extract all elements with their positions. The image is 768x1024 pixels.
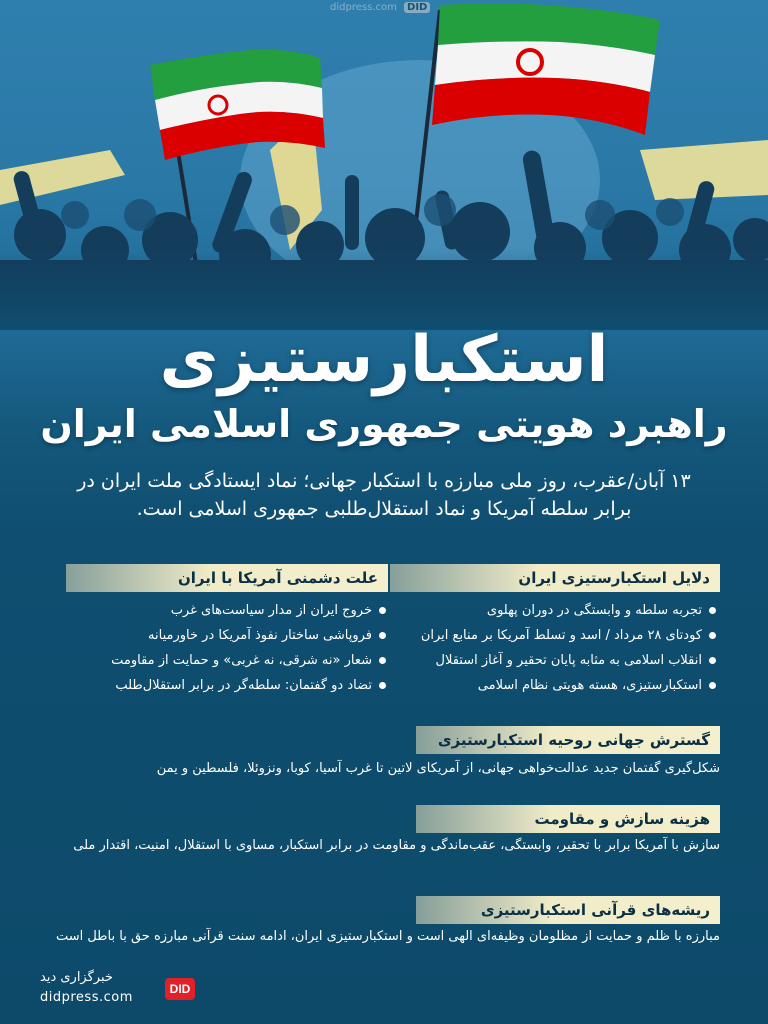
global-heading: گسترش جهانی روحیه استکبارستیزی [416,726,720,754]
hostility-heading: علت دشمنی آمریکا با ایران [66,564,388,592]
cost-heading: هزینه سازش و مقاومت [416,805,720,833]
list-item: شعار «نه شرقی، نه غربی» و حمایت از مقاومت [90,648,388,673]
list-item: خروج ایران از مدار سیاست‌های غرب [90,598,388,623]
list-item: انقلاب اسلامی به مثابه پایان تحقیر و آغاز استقلال [420,648,718,673]
list-item: کودتای ۲۸ مرداد / اسد و تسلط آمریکا بر منابع ایران [420,623,718,648]
quran-heading: ریشه‌های قرآنی استکبارستیزی [416,896,720,924]
brand-url: didpress.com [40,990,133,1005]
watermark-text: didpress.com [330,2,397,13]
watermark [330,2,430,13]
list-item: استکبارستیزی، هسته هویتی نظام اسلامی [420,673,718,698]
watermark-badge: DID [404,2,430,13]
reasons-heading: دلایل استکبارستیزی ایران [390,564,720,592]
global-text: شکل‌گیری گفتمان جدید عدالت‌خواهی جهانی، از آمریکای لاتین تا غرب آسیا، کوبا، ونزوئلا، فلسطین و یمن [156,761,720,776]
footer-brand [40,968,200,1008]
page-title: استکبارستیزی [159,323,609,397]
hostility-list [90,598,388,698]
did-logo-icon: DID [165,978,195,1000]
intro-text: ۱۳ آبان/عقرب، روز ملی مبارزه با استکبار جهانی؛ نماد ایستادگی ملت ایران در برابر سلطه آمریکا و نماد استقلال‌طلبی جمهوری اسلامی است. [77,470,691,520]
brand-name: خبرگزاری دید [40,970,113,985]
list-item: فروپاشی ساختار نفوذ آمریکا در خاورمیانه [90,623,388,648]
quran-text: مبارزه با ظلم و حمایت از مظلومان وظیفه‌ای الهی است و استکبارستیزی ایران، ادامه سنت قرآنی مبارزه حق با باطل است [55,929,720,944]
title-block [0,325,768,449]
page-subtitle: راهبرد هویتی جمهوری اسلامی ایران [40,402,728,447]
cost-text: سازش با آمریکا برابر با تحقیر، وابستگی، عقب‌ماندگی و مقاومت در برابر استکبار، مساوی با استقلال، امنیت، اقتدار ملی [73,838,720,853]
reasons-list [420,598,718,698]
hero-illustration [0,0,768,330]
list-item: تجربه سلطه و وابستگی در دوران پهلوی [420,598,718,623]
flag-icon [150,50,325,160]
list-item: تضاد دو گفتمان: سلطه‌گر در برابر استقلال‌طلب [90,673,388,698]
